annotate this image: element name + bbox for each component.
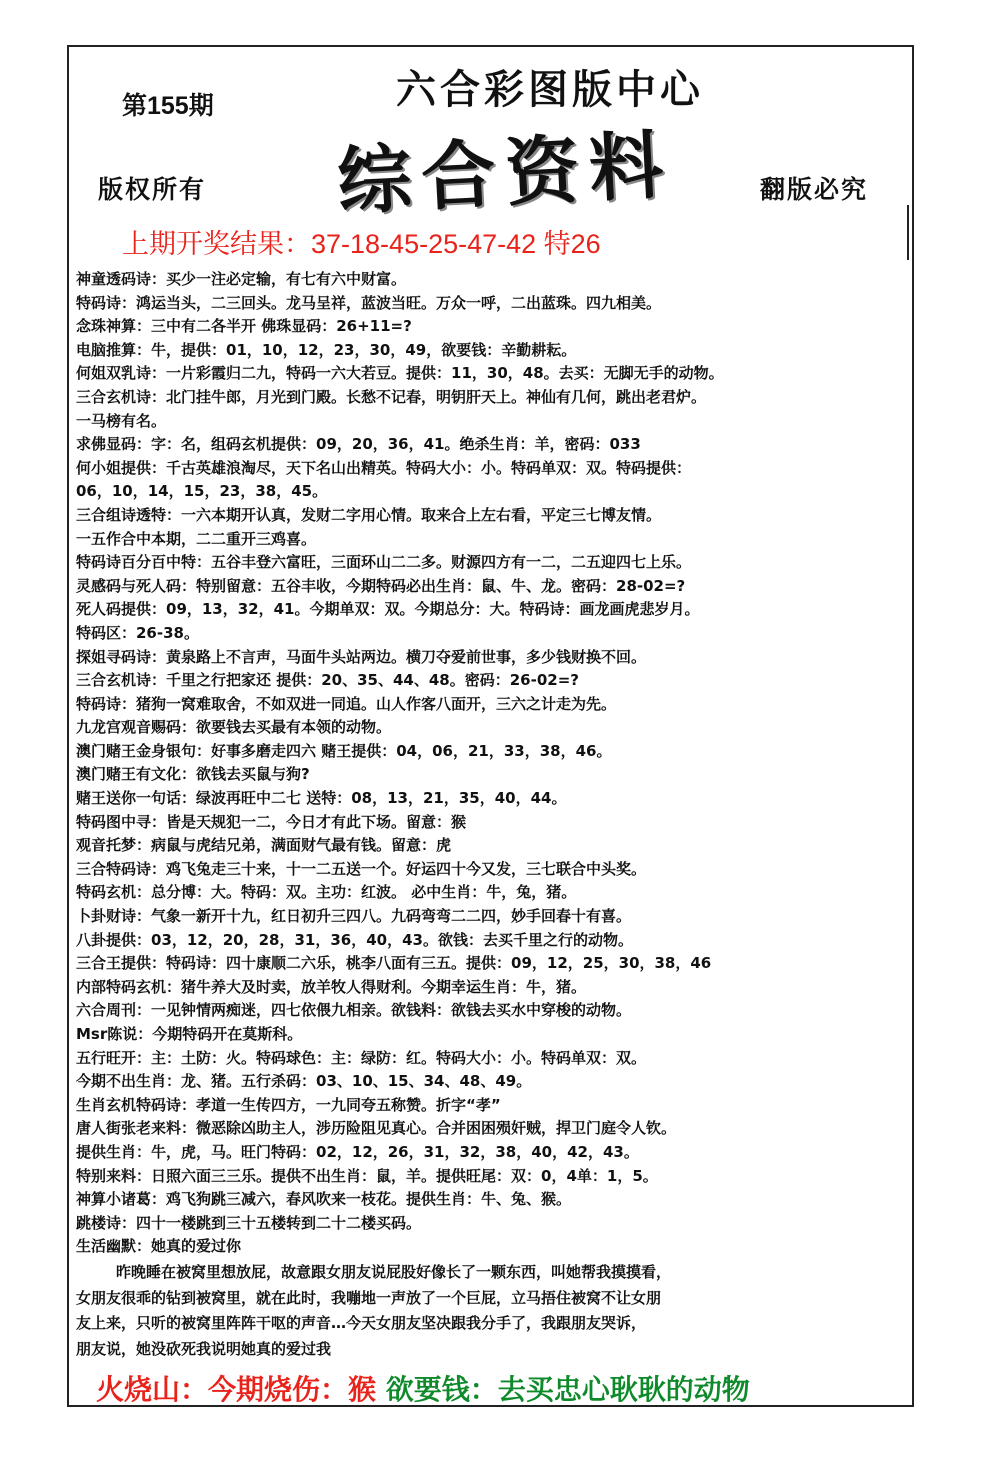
content-line: 特别来料：日照六面三三乐。提供不出生肖：鼠，羊。提供旺尾：双：0，4单：1，5。 bbox=[76, 1166, 658, 1185]
content-line: 神算小诸葛：鸡飞狗跳三减六，春风吹来一枝花。提供生肖：牛、兔、猴。 bbox=[76, 1190, 572, 1209]
last-result: 上期开奖结果：37-18-45-25-47-42 特26 bbox=[122, 229, 601, 259]
content-line: 澳门赌王有文化：欲钱去买鼠与狗? bbox=[76, 765, 310, 784]
content-line: 何姐双乳诗：一片彩霞归二九，特码一六大若豆。提供：11，30，48。去买：无脚无手的动物。 bbox=[76, 364, 724, 383]
content-line: 五行旺开：主：土防：火。特码球色：主：绿防：红。特码大小：小。特码单双：双。 bbox=[76, 1048, 647, 1067]
content-line: 生活幽默：她真的爱过你 bbox=[76, 1237, 242, 1256]
content-line: 06，10，14，15，23，38，45。 bbox=[76, 482, 328, 501]
story-line: 昨晚睡在被窝里想放屁，故意跟女朋友说屁股好像长了一颗东西，叫她帮我摸摸看， bbox=[116, 1263, 672, 1281]
content-line: 特码诗百分百中特：五谷丰登六富旺，三面环山二二多。财源四方有一二，二五迎四七上乐。 bbox=[76, 553, 692, 572]
content-line: 澳门赌王金身银句：好事多磨走四六 赌王提供：04，06，21，33，38，46。 bbox=[76, 741, 612, 760]
content-line: 跳楼诗：四十一楼跳到三十五楼转到二十二楼买码。 bbox=[76, 1213, 422, 1232]
story-line: 友上来，只听的被窝里阵阵干呕的声音…今天女朋友坚决跟我分手了，我跟朋友哭诉， bbox=[76, 1314, 647, 1332]
content-line: 三合王提供：特码诗：四十康顺二六乐，桃李八面有三五。提供：09，12，25，30，38，46 bbox=[76, 954, 712, 973]
divider bbox=[907, 205, 909, 260]
content-line: 唐人街张老来料：微恶除凶助主人，涉历险阻见真心。合并困困殒奸贼，捍卫门庭令人钦。 bbox=[76, 1119, 677, 1138]
content-line: 何小姐提供：千古英雄浪淘尽，天下名山出精英。特码大小：小。特码单双：双。特码提供： bbox=[76, 458, 692, 477]
content-line: 一马榜有名。 bbox=[76, 411, 167, 430]
footer-green-text: 欲要钱：去买忠心耿耿的动物 bbox=[385, 1373, 750, 1406]
big-title: 综合资料 bbox=[335, 122, 676, 226]
content-line: 观音托梦：病鼠与虎结兄弟，满面财气最有钱。留意：虎 bbox=[76, 836, 452, 855]
content-line: 特码诗：猪狗一窝难取舍，不如双进一同追。山人作客八面开，三六之计走为先。 bbox=[76, 694, 617, 713]
content-line: 求佛显码：字：名，组码玄机提供：09，20，36，41。绝杀生肖：羊，密码：033 bbox=[76, 435, 641, 454]
story-line: 女朋友很乖的钻到被窝里，就在此时，我嘣地一声放了一个巨屁，立马捂住被窝不让女朋 bbox=[76, 1288, 662, 1307]
content-line: 特码玄机：总分博：大。特码：双。主功：红波。 必中生肖：牛，兔，猪。 bbox=[76, 883, 577, 902]
content-line: 三合特码诗：鸡飞兔走三十来，十一二五送一个。好运四十今又发，三七联合中头奖。 bbox=[76, 859, 647, 878]
content-line: 神童透码诗：买少一注必定输，有七有六中财富。 bbox=[76, 270, 407, 288]
content-line: 九龙宫观音赐码：欲要钱去买最有本领的动物。 bbox=[76, 718, 392, 737]
story-line: 朋友说，她没砍死我说明她真的爱过我 bbox=[76, 1339, 332, 1358]
content-line: 八卦提供：03，12，20，28，31，36，40，43。欲钱：去买千里之行的动物。 bbox=[76, 930, 633, 949]
copyright-right: 翻版必究 bbox=[760, 175, 869, 204]
content-line: 三合玄机诗：千里之行把家还 提供：20、35、44、48。密码：26-02=? bbox=[76, 671, 579, 690]
story-block bbox=[76, 1260, 911, 1362]
footer-banner bbox=[96, 1368, 750, 1408]
content-line: 三合组诗透特：一六本期开认真，发财二字用心情。取来合上左右看，平定三七博友情。 bbox=[76, 505, 662, 524]
content-line: 内部特码玄机：猪牛养大及时卖，放羊牧人得财利。今期幸运生肖：牛，猪。 bbox=[76, 977, 587, 996]
content-line: 六合周刊：一见钟情两痴迷，四七依偎九相亲。欲钱料：欲钱去买水中穿梭的动物。 bbox=[76, 1001, 632, 1020]
content-line: 灵感码与死人码：特别留意：五谷丰收，今期特码必出生肖：鼠、牛、龙。密码：28-02=? bbox=[76, 576, 686, 595]
content-line: 特码图中寻：皆是天规犯一二，今日才有此下场。留意：猴 bbox=[76, 812, 467, 831]
content-line: 提供生肖：牛，虎，马。旺门特码：02，12，26，31，32，38，40，42，43。 bbox=[76, 1142, 639, 1161]
content-line: 特码诗：鸿运当头，二三回头。龙马呈祥，蓝波当旺。万众一呼，二出蓝珠。四九相美。 bbox=[76, 293, 662, 312]
content-line: 生肖玄机特码诗：孝道一生传四方，一九同夸五称赞。折字“孝” bbox=[76, 1095, 501, 1114]
content-line: 死人码提供：09，13，32，41。今期单双：双。今期总分：大。特码诗：画龙画虎悲岁月。 bbox=[76, 600, 700, 619]
center-title: 六合彩图版中心 bbox=[396, 66, 704, 113]
content-line: 电脑推算：牛，提供：01，10，12，23，30，49，欲要钱：辛勤耕耘。 bbox=[76, 340, 577, 359]
content-line: 今期不出生肖：龙、猪。五行杀码：03、10、15、34、48、49。 bbox=[76, 1072, 532, 1091]
footer-red-text: 火烧山：今期烧伤：猴 bbox=[96, 1373, 386, 1406]
content-line: 卜卦财诗：气象一新开十九，红日初升三四八。九码弯弯二二四，妙手回春十有喜。 bbox=[76, 907, 632, 926]
content-line: 探姐寻码诗：黄泉路上不言声，马面牛头站两边。横刀夺爱前世事，多少钱财换不回。 bbox=[76, 647, 647, 666]
content-line: 特码区：26-38。 bbox=[76, 623, 199, 642]
content-line: 赌王送你一句话：绿波再旺中二七 送特：08，13，21，35，40，44。 bbox=[76, 789, 567, 808]
content-line: 一五作合中本期，二二重开三鸡喜。 bbox=[76, 529, 317, 548]
content-line: Msr陈说：今期特码开在莫斯科。 bbox=[76, 1025, 303, 1043]
copyright-left: 版权所有 bbox=[98, 175, 207, 204]
content-lines bbox=[76, 268, 911, 1259]
issue-number: 第155期 bbox=[122, 92, 214, 120]
content-line: 三合玄机诗：北门挂牛郎，月光到门殿。长愁不记春，明钥肝天上。神仙有几何，跳出老君炉。 bbox=[76, 387, 707, 406]
content-line: 念珠神算：三中有二各半开 佛珠显码：26+11=? bbox=[76, 317, 412, 336]
